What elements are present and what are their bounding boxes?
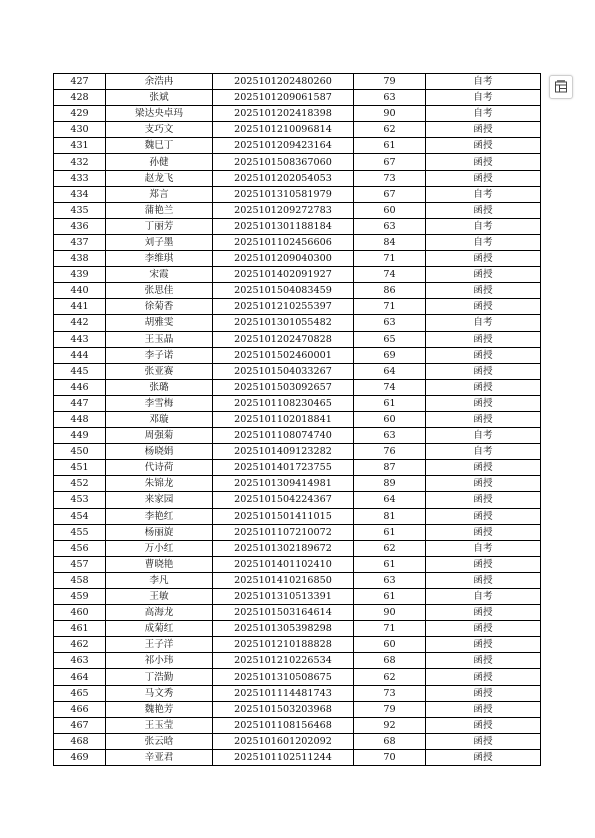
- student-id-cell: 2025101107210072: [213, 524, 354, 540]
- name-cell: 刘子墨: [106, 234, 213, 250]
- row-number-cell: 449: [54, 428, 106, 444]
- score-cell: 86: [354, 283, 426, 299]
- table-row: [54, 251, 541, 267]
- student-id-cell: 2025101502460001: [213, 347, 354, 363]
- score-cell: 67: [354, 154, 426, 170]
- score-cell: 63: [354, 315, 426, 331]
- score-cell: 68: [354, 733, 426, 749]
- study-mode-cell: 自考: [426, 234, 541, 250]
- score-cell: 62: [354, 122, 426, 138]
- study-mode-cell: 自考: [426, 444, 541, 460]
- student-id-cell: 2025101102456606: [213, 234, 354, 250]
- study-mode-cell: 自考: [426, 74, 541, 90]
- student-id-cell: 2025101309414981: [213, 476, 354, 492]
- study-mode-cell: 函授: [426, 621, 541, 637]
- study-mode-cell: 函授: [426, 492, 541, 508]
- study-mode-cell: 函授: [426, 685, 541, 701]
- score-cell: 74: [354, 267, 426, 283]
- student-id-cell: 2025101310581979: [213, 186, 354, 202]
- score-cell: 68: [354, 653, 426, 669]
- score-cell: 61: [354, 524, 426, 540]
- name-cell: 李艳红: [106, 508, 213, 524]
- name-cell: 来家园: [106, 492, 213, 508]
- table-row: [54, 701, 541, 717]
- name-cell: 李凡: [106, 572, 213, 588]
- student-id-cell: 2025101202480260: [213, 74, 354, 90]
- study-mode-cell: 自考: [426, 186, 541, 202]
- score-cell: 92: [354, 717, 426, 733]
- student-id-cell: 2025101503203968: [213, 701, 354, 717]
- score-cell: 65: [354, 331, 426, 347]
- name-cell: 李子诺: [106, 347, 213, 363]
- student-id-cell: 2025101209040300: [213, 251, 354, 267]
- name-cell: 郑言: [106, 186, 213, 202]
- table-row: [54, 476, 541, 492]
- row-number-cell: 447: [54, 395, 106, 411]
- row-number-cell: 451: [54, 460, 106, 476]
- row-number-cell: 465: [54, 685, 106, 701]
- student-id-cell: 2025101401102410: [213, 556, 354, 572]
- student-id-cell: 2025101310508675: [213, 669, 354, 685]
- study-mode-cell: 自考: [426, 589, 541, 605]
- name-cell: 胡雅雯: [106, 315, 213, 331]
- name-cell: 朱锦龙: [106, 476, 213, 492]
- row-number-cell: 431: [54, 138, 106, 154]
- name-cell: 祁小玮: [106, 653, 213, 669]
- score-cell: 64: [354, 492, 426, 508]
- study-mode-cell: 函授: [426, 653, 541, 669]
- student-id-cell: 2025101501411015: [213, 508, 354, 524]
- score-cell: 61: [354, 395, 426, 411]
- score-cell: 89: [354, 476, 426, 492]
- student-id-cell: 2025101503092657: [213, 379, 354, 395]
- table-row: [54, 347, 541, 363]
- name-cell: 王玉莹: [106, 717, 213, 733]
- name-cell: 魏巳丁: [106, 138, 213, 154]
- table-row: [54, 186, 541, 202]
- row-number-cell: 443: [54, 331, 106, 347]
- name-cell: 丁浩勤: [106, 669, 213, 685]
- score-cell: 71: [354, 299, 426, 315]
- table-row: [54, 653, 541, 669]
- table-row: [54, 74, 541, 90]
- student-id-cell: 2025101504033267: [213, 363, 354, 379]
- row-number-cell: 428: [54, 90, 106, 106]
- student-id-cell: 2025101108230465: [213, 395, 354, 411]
- table-row: [54, 122, 541, 138]
- student-id-cell: 2025101410216850: [213, 572, 354, 588]
- table-row: [54, 460, 541, 476]
- study-mode-cell: 函授: [426, 331, 541, 347]
- study-mode-cell: 函授: [426, 138, 541, 154]
- student-id-cell: 2025101102018841: [213, 411, 354, 427]
- name-cell: 蒲艳兰: [106, 202, 213, 218]
- name-cell: 李维琪: [106, 251, 213, 267]
- name-cell: 余浩冉: [106, 74, 213, 90]
- row-number-cell: 444: [54, 347, 106, 363]
- row-number-cell: 442: [54, 315, 106, 331]
- student-id-cell: 2025101210255397: [213, 299, 354, 315]
- score-cell: 71: [354, 621, 426, 637]
- score-cell: 61: [354, 589, 426, 605]
- score-table: [53, 73, 541, 766]
- score-cell: 87: [354, 460, 426, 476]
- table-row: [54, 637, 541, 653]
- table-row: [54, 717, 541, 733]
- study-mode-cell: 函授: [426, 299, 541, 315]
- table-row: [54, 444, 541, 460]
- student-id-cell: 2025101202054053: [213, 170, 354, 186]
- student-id-cell: 2025101302189672: [213, 540, 354, 556]
- name-cell: 魏艳芳: [106, 701, 213, 717]
- name-cell: 赵龙飞: [106, 170, 213, 186]
- score-cell: 76: [354, 444, 426, 460]
- score-cell: 60: [354, 202, 426, 218]
- score-cell: 63: [354, 218, 426, 234]
- table-row: [54, 331, 541, 347]
- table-row: [54, 749, 541, 765]
- score-cell: 62: [354, 540, 426, 556]
- table-row: [54, 685, 541, 701]
- study-mode-cell: 自考: [426, 315, 541, 331]
- study-mode-cell: 自考: [426, 428, 541, 444]
- table-row: [54, 621, 541, 637]
- study-mode-cell: 函授: [426, 251, 541, 267]
- student-id-cell: 2025101301055482: [213, 315, 354, 331]
- name-cell: 梁达央卓玛: [106, 106, 213, 122]
- score-cell: 71: [354, 251, 426, 267]
- row-number-cell: 448: [54, 411, 106, 427]
- row-number-cell: 427: [54, 74, 106, 90]
- name-cell: 成菊红: [106, 621, 213, 637]
- score-cell: 60: [354, 411, 426, 427]
- student-id-cell: 2025101402091927: [213, 267, 354, 283]
- student-id-cell: 2025101503164614: [213, 605, 354, 621]
- name-cell: 张璐: [106, 379, 213, 395]
- row-number-cell: 466: [54, 701, 106, 717]
- score-cell: 63: [354, 90, 426, 106]
- student-id-cell: 2025101210188828: [213, 637, 354, 653]
- row-number-cell: 440: [54, 283, 106, 299]
- table-extract-button[interactable]: [549, 75, 573, 99]
- table-row: [54, 605, 541, 621]
- name-cell: 王玉晶: [106, 331, 213, 347]
- score-cell: 73: [354, 685, 426, 701]
- row-number-cell: 461: [54, 621, 106, 637]
- study-mode-cell: 函授: [426, 363, 541, 379]
- name-cell: 张斌: [106, 90, 213, 106]
- study-mode-cell: 函授: [426, 170, 541, 186]
- study-mode-cell: 函授: [426, 749, 541, 765]
- name-cell: 王子洋: [106, 637, 213, 653]
- name-cell: 徐菊香: [106, 299, 213, 315]
- table-row: [54, 379, 541, 395]
- table-row: [54, 267, 541, 283]
- row-number-cell: 468: [54, 733, 106, 749]
- student-id-cell: 2025101202418398: [213, 106, 354, 122]
- row-number-cell: 450: [54, 444, 106, 460]
- student-id-cell: 2025101310513391: [213, 589, 354, 605]
- row-number-cell: 459: [54, 589, 106, 605]
- student-id-cell: 2025101601202092: [213, 733, 354, 749]
- study-mode-cell: 自考: [426, 106, 541, 122]
- study-mode-cell: 函授: [426, 556, 541, 572]
- name-cell: 宋霞: [106, 267, 213, 283]
- student-id-cell: 2025101202470828: [213, 331, 354, 347]
- study-mode-cell: 函授: [426, 347, 541, 363]
- row-number-cell: 455: [54, 524, 106, 540]
- score-cell: 64: [354, 363, 426, 379]
- study-mode-cell: 函授: [426, 637, 541, 653]
- name-cell: 王敏: [106, 589, 213, 605]
- row-number-cell: 452: [54, 476, 106, 492]
- row-number-cell: 469: [54, 749, 106, 765]
- student-id-cell: 2025101301188184: [213, 218, 354, 234]
- row-number-cell: 429: [54, 106, 106, 122]
- score-cell: 61: [354, 138, 426, 154]
- name-cell: 丁丽芳: [106, 218, 213, 234]
- study-mode-cell: 函授: [426, 411, 541, 427]
- score-cell: 81: [354, 508, 426, 524]
- row-number-cell: 438: [54, 251, 106, 267]
- table-row: [54, 524, 541, 540]
- score-cell: 61: [354, 556, 426, 572]
- score-cell: 69: [354, 347, 426, 363]
- name-cell: 代诗荷: [106, 460, 213, 476]
- student-id-cell: 2025101210096814: [213, 122, 354, 138]
- study-mode-cell: 函授: [426, 669, 541, 685]
- study-mode-cell: 函授: [426, 154, 541, 170]
- score-cell: 73: [354, 170, 426, 186]
- table-row: [54, 138, 541, 154]
- table-row: [54, 411, 541, 427]
- row-number-cell: 433: [54, 170, 106, 186]
- table-extract-icon: [554, 80, 568, 94]
- row-number-cell: 456: [54, 540, 106, 556]
- table-row: [54, 428, 541, 444]
- table-row: [54, 202, 541, 218]
- name-cell: 张思佳: [106, 283, 213, 299]
- study-mode-cell: 自考: [426, 540, 541, 556]
- name-cell: 张云晗: [106, 733, 213, 749]
- student-id-cell: 2025101508367060: [213, 154, 354, 170]
- row-number-cell: 435: [54, 202, 106, 218]
- study-mode-cell: 函授: [426, 605, 541, 621]
- score-cell: 67: [354, 186, 426, 202]
- row-number-cell: 454: [54, 508, 106, 524]
- row-number-cell: 462: [54, 637, 106, 653]
- study-mode-cell: 函授: [426, 572, 541, 588]
- name-cell: 马文秀: [106, 685, 213, 701]
- student-id-cell: 2025101209061587: [213, 90, 354, 106]
- table-row: [54, 733, 541, 749]
- score-cell: 63: [354, 572, 426, 588]
- name-cell: 万小红: [106, 540, 213, 556]
- study-mode-cell: 函授: [426, 460, 541, 476]
- table-row: [54, 218, 541, 234]
- score-cell: 84: [354, 234, 426, 250]
- student-id-cell: 2025101401723755: [213, 460, 354, 476]
- student-id-cell: 2025101209423164: [213, 138, 354, 154]
- row-number-cell: 430: [54, 122, 106, 138]
- student-id-cell: 2025101504224367: [213, 492, 354, 508]
- row-number-cell: 441: [54, 299, 106, 315]
- row-number-cell: 463: [54, 653, 106, 669]
- name-cell: 邓璇: [106, 411, 213, 427]
- name-cell: 支巧文: [106, 122, 213, 138]
- row-number-cell: 434: [54, 186, 106, 202]
- study-mode-cell: 函授: [426, 733, 541, 749]
- table-row: [54, 170, 541, 186]
- student-id-cell: 2025101210226534: [213, 653, 354, 669]
- row-number-cell: 458: [54, 572, 106, 588]
- student-id-cell: 2025101108156468: [213, 717, 354, 733]
- table-row: [54, 283, 541, 299]
- table-row: [54, 492, 541, 508]
- table-row: [54, 315, 541, 331]
- student-id-cell: 2025101409123282: [213, 444, 354, 460]
- student-id-cell: 2025101102511244: [213, 749, 354, 765]
- table-row: [54, 234, 541, 250]
- name-cell: 曹晓艳: [106, 556, 213, 572]
- student-id-cell: 2025101108074740: [213, 428, 354, 444]
- study-mode-cell: 函授: [426, 395, 541, 411]
- study-mode-cell: 函授: [426, 379, 541, 395]
- name-cell: 张亚赛: [106, 363, 213, 379]
- row-number-cell: 467: [54, 717, 106, 733]
- student-id-cell: 2025101114481743: [213, 685, 354, 701]
- study-mode-cell: 函授: [426, 202, 541, 218]
- study-mode-cell: 自考: [426, 90, 541, 106]
- study-mode-cell: 函授: [426, 267, 541, 283]
- score-cell: 62: [354, 669, 426, 685]
- row-number-cell: 436: [54, 218, 106, 234]
- study-mode-cell: 函授: [426, 122, 541, 138]
- study-mode-cell: 函授: [426, 476, 541, 492]
- table-row: [54, 572, 541, 588]
- row-number-cell: 432: [54, 154, 106, 170]
- row-number-cell: 437: [54, 234, 106, 250]
- row-number-cell: 457: [54, 556, 106, 572]
- score-cell: 63: [354, 428, 426, 444]
- score-cell: 60: [354, 637, 426, 653]
- name-cell: 杨丽旋: [106, 524, 213, 540]
- score-cell: 74: [354, 379, 426, 395]
- name-cell: 高海龙: [106, 605, 213, 621]
- name-cell: 孙健: [106, 154, 213, 170]
- score-cell: 70: [354, 749, 426, 765]
- table-row: [54, 540, 541, 556]
- score-cell: 79: [354, 74, 426, 90]
- name-cell: 周强菊: [106, 428, 213, 444]
- row-number-cell: 453: [54, 492, 106, 508]
- row-number-cell: 445: [54, 363, 106, 379]
- table-row: [54, 299, 541, 315]
- table-row: [54, 154, 541, 170]
- row-number-cell: 446: [54, 379, 106, 395]
- name-cell: 李雪梅: [106, 395, 213, 411]
- table-row: [54, 589, 541, 605]
- study-mode-cell: 函授: [426, 717, 541, 733]
- study-mode-cell: 自考: [426, 218, 541, 234]
- name-cell: 辛亚君: [106, 749, 213, 765]
- name-cell: 杨晓娟: [106, 444, 213, 460]
- study-mode-cell: 函授: [426, 508, 541, 524]
- score-cell: 90: [354, 106, 426, 122]
- study-mode-cell: 函授: [426, 524, 541, 540]
- student-id-cell: 2025101504083459: [213, 283, 354, 299]
- study-mode-cell: 函授: [426, 283, 541, 299]
- table-row: [54, 669, 541, 685]
- table-row: [54, 363, 541, 379]
- score-cell: 79: [354, 701, 426, 717]
- student-id-cell: 2025101209272783: [213, 202, 354, 218]
- table-row: [54, 508, 541, 524]
- student-id-cell: 2025101305398298: [213, 621, 354, 637]
- table-row: [54, 90, 541, 106]
- table-row: [54, 106, 541, 122]
- study-mode-cell: 函授: [426, 701, 541, 717]
- row-number-cell: 464: [54, 669, 106, 685]
- table-row: [54, 395, 541, 411]
- row-number-cell: 439: [54, 267, 106, 283]
- score-table-body: [54, 74, 541, 766]
- row-number-cell: 460: [54, 605, 106, 621]
- table-row: [54, 556, 541, 572]
- score-cell: 90: [354, 605, 426, 621]
